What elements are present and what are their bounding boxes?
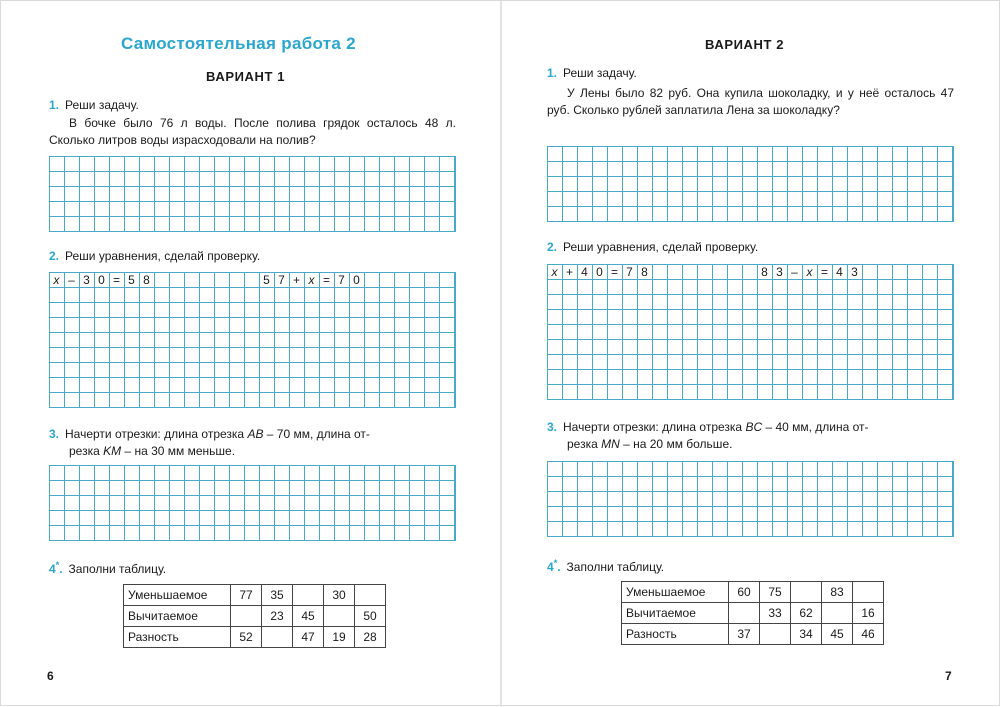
eq-cell: 8 bbox=[143, 273, 150, 287]
eq-cell: = bbox=[820, 265, 828, 279]
task-title: Реши задачу. bbox=[563, 66, 637, 80]
task-3-text bbox=[547, 419, 967, 453]
table-row bbox=[124, 627, 386, 648]
task-text: – на 20 мм больше. bbox=[619, 437, 733, 451]
answer-grid[interactable] bbox=[547, 146, 954, 222]
task-number: 1. bbox=[547, 66, 558, 80]
eq-cell: – bbox=[791, 265, 798, 279]
table-cell[interactable]: 45 bbox=[293, 606, 324, 627]
row-label: Уменьшаемое bbox=[622, 582, 729, 603]
table-cell[interactable] bbox=[760, 624, 791, 645]
task-2-heading bbox=[49, 248, 260, 265]
table-row bbox=[622, 624, 884, 645]
task-title: Реши уравнения, сделай проверку. bbox=[563, 240, 759, 254]
task-4-heading bbox=[547, 555, 664, 576]
task-text: резка bbox=[69, 444, 104, 458]
eq-cell: = bbox=[610, 265, 618, 279]
table-row bbox=[124, 606, 386, 627]
table-cell[interactable] bbox=[262, 627, 293, 648]
table-cell[interactable]: 46 bbox=[853, 624, 884, 645]
table-row bbox=[622, 582, 884, 603]
table-row bbox=[622, 603, 884, 624]
eq-cell: 8 bbox=[761, 265, 768, 279]
task-title: Реши уравнения, сделай проверку. bbox=[65, 249, 261, 263]
table-cell[interactable]: 37 bbox=[729, 624, 760, 645]
task-text: резка bbox=[567, 437, 602, 451]
eq-cell: = bbox=[112, 273, 120, 287]
task-4-heading bbox=[49, 557, 166, 578]
eq-cell: x bbox=[551, 265, 558, 279]
table-cell[interactable] bbox=[293, 585, 324, 606]
table-cell[interactable]: 75 bbox=[760, 582, 791, 603]
eq-cell: 0 bbox=[353, 273, 360, 287]
right-page bbox=[501, 1, 1000, 707]
task-text: – 70 мм, длина от- bbox=[263, 427, 370, 441]
equation-grid[interactable] bbox=[49, 272, 456, 408]
eq-cell: + bbox=[292, 273, 300, 287]
page-number: 7 bbox=[945, 669, 952, 683]
eq-cell: 7 bbox=[338, 273, 345, 287]
table-cell[interactable]: 16 bbox=[853, 603, 884, 624]
equation-1 bbox=[49, 273, 154, 288]
table-cell[interactable]: 62 bbox=[791, 603, 822, 624]
table-cell[interactable]: 30 bbox=[324, 585, 355, 606]
table-cell[interactable] bbox=[853, 582, 884, 603]
task-1-text: В бочке было 76 л воды. После полива грядок осталось 48 л. Сколько литров воды израсходовали на полив? bbox=[49, 116, 456, 147]
task-number: 4*. bbox=[49, 560, 63, 576]
task-number: 3. bbox=[547, 420, 558, 434]
task-3-text bbox=[49, 426, 469, 460]
eq-cell: x bbox=[53, 273, 60, 287]
eq-cell: 8 bbox=[641, 265, 648, 279]
table-cell[interactable] bbox=[791, 582, 822, 603]
row-label: Вычитаемое bbox=[622, 603, 729, 624]
variant-heading: ВАРИАНТ 2 bbox=[705, 37, 785, 52]
row-label: Уменьшаемое bbox=[124, 585, 231, 606]
eq-cell: 5 bbox=[263, 273, 270, 287]
table-cell[interactable] bbox=[729, 603, 760, 624]
eq-cell: 0 bbox=[596, 265, 603, 279]
task-title: Заполни таблицу. bbox=[566, 560, 665, 574]
table-cell[interactable]: 77 bbox=[231, 585, 262, 606]
table-cell[interactable]: 19 bbox=[324, 627, 355, 648]
table-cell[interactable]: 34 bbox=[791, 624, 822, 645]
task-1-heading bbox=[49, 97, 139, 114]
page-number: 6 bbox=[47, 669, 54, 683]
table-cell[interactable]: 83 bbox=[822, 582, 853, 603]
task-1-text: У Лены было 82 руб. Она купила шоколадку, и у неё осталось 47 руб. Сколько рублей заплатила Лена за шоколадку? bbox=[547, 86, 954, 117]
table-cell[interactable]: 60 bbox=[729, 582, 760, 603]
eq-cell: x bbox=[308, 273, 315, 287]
task-text: Начерти отрезки: длина отрезка bbox=[563, 420, 746, 434]
table-cell[interactable] bbox=[231, 606, 262, 627]
variant-heading: ВАРИАНТ 1 bbox=[206, 69, 286, 84]
task-number: 2. bbox=[547, 240, 558, 254]
table-cell[interactable] bbox=[355, 585, 386, 606]
table-cell[interactable] bbox=[822, 603, 853, 624]
table-cell[interactable]: 23 bbox=[262, 606, 293, 627]
table-cell[interactable]: 52 bbox=[231, 627, 262, 648]
eq-cell: 4 bbox=[581, 265, 588, 279]
table-cell[interactable]: 28 bbox=[355, 627, 386, 648]
table-cell[interactable] bbox=[324, 606, 355, 627]
eq-cell: 7 bbox=[278, 273, 285, 287]
task-1-heading bbox=[547, 65, 637, 82]
task-number: 3. bbox=[49, 427, 60, 441]
task-text: Начерти отрезки: длина отрезка bbox=[65, 427, 248, 441]
eq-cell: 3 bbox=[776, 265, 783, 279]
drawing-grid[interactable] bbox=[49, 465, 456, 541]
eq-cell: 3 bbox=[83, 273, 90, 287]
equation-2 bbox=[757, 265, 862, 280]
task-title: Реши задачу. bbox=[65, 98, 139, 112]
page-title: Самостоятельная работа 2 bbox=[121, 34, 356, 53]
row-label: Разность bbox=[124, 627, 231, 648]
answer-grid[interactable] bbox=[49, 156, 456, 232]
eq-cell: 5 bbox=[128, 273, 135, 287]
row-label: Разность bbox=[622, 624, 729, 645]
equation-grid[interactable] bbox=[547, 264, 954, 400]
segment-name: BC bbox=[745, 420, 763, 434]
table-cell[interactable]: 33 bbox=[760, 603, 791, 624]
eq-cell: 3 bbox=[851, 265, 858, 279]
eq-cell: 4 bbox=[836, 265, 843, 279]
segment-name: KM bbox=[103, 444, 122, 458]
task-text: – на 30 мм меньше. bbox=[121, 444, 236, 458]
table-cell[interactable]: 50 bbox=[355, 606, 386, 627]
segment-name: AB bbox=[247, 427, 264, 441]
fill-table bbox=[123, 584, 386, 648]
task-number: 1. bbox=[49, 98, 60, 112]
eq-cell: – bbox=[68, 273, 75, 287]
left-page bbox=[1, 1, 501, 707]
fill-table bbox=[621, 581, 884, 645]
table-cell[interactable]: 45 bbox=[822, 624, 853, 645]
task-text: – 40 мм, длина от- bbox=[762, 420, 869, 434]
table-cell[interactable]: 35 bbox=[262, 585, 293, 606]
segment-name: MN bbox=[601, 437, 620, 451]
equation-1 bbox=[547, 265, 652, 280]
task-number: 2. bbox=[49, 249, 60, 263]
drawing-grid[interactable] bbox=[547, 461, 954, 537]
task-title: Заполни таблицу. bbox=[68, 562, 167, 576]
table-row bbox=[124, 585, 386, 606]
equation-2 bbox=[259, 273, 364, 288]
eq-cell: 0 bbox=[98, 273, 105, 287]
eq-cell: + bbox=[565, 265, 573, 279]
eq-cell: x bbox=[806, 265, 813, 279]
row-label: Вычитаемое bbox=[124, 606, 231, 627]
eq-cell: 7 bbox=[626, 265, 633, 279]
task-2-heading bbox=[547, 239, 758, 256]
eq-cell: = bbox=[322, 273, 330, 287]
table-cell[interactable]: 47 bbox=[293, 627, 324, 648]
task-number: 4*. bbox=[547, 558, 561, 574]
